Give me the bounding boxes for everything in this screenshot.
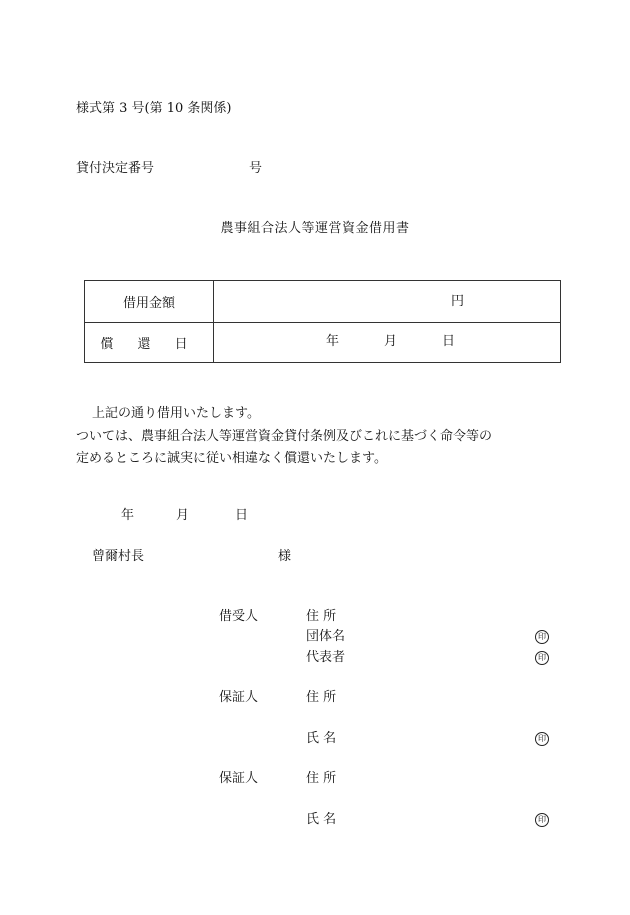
loan-decision-label: 貸付決定番号 <box>76 161 155 176</box>
guarantor1-role: 保証人 <box>219 690 259 705</box>
guarantor2-role: 保証人 <box>219 771 259 786</box>
amount-value-cell[interactable] <box>214 281 561 323</box>
repay-row <box>85 323 561 363</box>
borrower-org-label: 団体名 <box>306 629 346 644</box>
seal-icon: 印 <box>535 732 549 746</box>
loan-decision-suffix: 号 <box>249 161 263 176</box>
body-text-line1: 上記の通り借用いたします。 <box>92 406 260 421</box>
loan-info-table <box>84 280 561 363</box>
repay-date-label: 償 還 日 <box>85 323 214 363</box>
amount-row <box>85 281 561 323</box>
guarantor1-address-label: 住 所 <box>306 690 337 705</box>
guarantor2-address-label: 住 所 <box>306 771 337 786</box>
amount-unit: 円 <box>451 294 465 309</box>
document-title: 農事組合法人等運営資金借用書 <box>220 221 410 236</box>
body-text-line3: 定めるところに誠実に従い相違なく償還いたします。 <box>76 451 387 466</box>
guarantor2-name-label: 氏 名 <box>306 812 337 827</box>
amount-label: 借用金額 <box>85 281 214 323</box>
body-text-line2: ついては、農事組合法人等運営資金貸付条例及びこれに基づく命令等の <box>76 429 493 444</box>
repay-month-label: 月 <box>384 334 398 349</box>
addressee-honorific: 様 <box>278 549 292 564</box>
addressee-name: 曾爾村長 <box>92 549 145 564</box>
seal-icon: 印 <box>535 630 549 644</box>
seal-icon: 印 <box>535 813 549 827</box>
repay-year-label: 年 <box>326 334 340 349</box>
date-year-label: 年 <box>121 508 135 523</box>
guarantor1-name-label: 氏 名 <box>306 731 337 746</box>
date-day-label: 日 <box>235 508 249 523</box>
borrower-rep-label: 代表者 <box>306 650 346 665</box>
date-month-label: 月 <box>176 508 190 523</box>
borrower-role: 借受人 <box>219 609 259 624</box>
repay-day-label: 日 <box>442 334 456 349</box>
form-number: 様式第 3 号(第 10 条関係) <box>76 101 232 116</box>
borrower-address-label: 住 所 <box>306 609 337 624</box>
seal-icon: 印 <box>535 651 549 665</box>
